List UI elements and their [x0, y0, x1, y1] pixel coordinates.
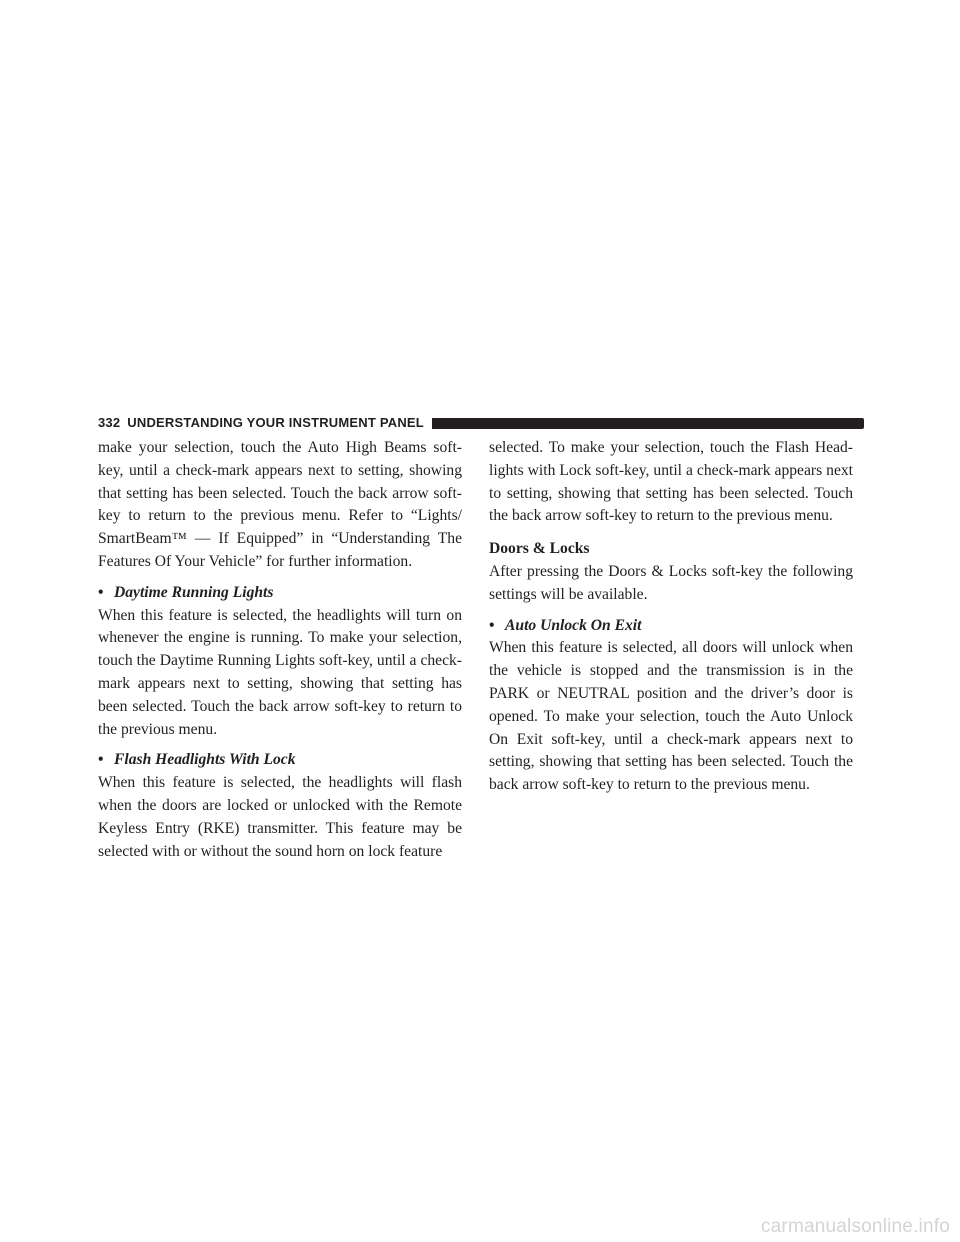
bullet-icon: • [489, 616, 495, 634]
paragraph-auto-high-beams-continued: make your selection, touch the Auto High Beams soft-key, until a check-mark appears next to setting, showing that setting has been selected. Touch the back arrow soft-key to return to the previous menu. Refer to “Lights/ SmartBeam™ — If Equipped” in “Understanding The Features Of Your Vehicle” for further information. [98, 439, 462, 570]
paragraph-flash-headlights-continued: selected. To make your selection, touch the Flash Head-lights with Lock soft-key, until a check-mark appears next to setting, showing that setting has been selected. Touch the back arrow soft-key to return to the previous menu. [489, 439, 853, 525]
bullet-heading-label: Auto Unlock On Exit [505, 616, 642, 634]
section-title: UNDERSTANDING YOUR INSTRUMENT PANEL [127, 415, 424, 430]
header-rule [432, 418, 864, 429]
watermark: carmanualsonline.info [760, 1216, 950, 1237]
paragraph-flash-headlights: When this feature is selected, the headlights will flash when the doors are locked or unlocked with the Remote Keyless Entry (RKE) transmitter. This feature may be selected with or without the sound horn on lock feature [98, 774, 462, 860]
paragraph-doors-locks-intro: After pressing the Doors & Locks soft-key the following settings will be available. [489, 562, 853, 603]
bullet-icon: • [98, 583, 104, 601]
bullet-heading-label: Flash Headlights With Lock [114, 751, 296, 769]
paragraph-auto-unlock: When this feature is selected, all doors will unlock when the vehicle is stopped and the transmission is in the PARK or NEUTRAL position and the driver’s door is opened. To make your selection, touch the Auto Unlock On Exit soft-key, until a check-mark appears next to setting, showing that setting has been selected. Touch the back arrow soft-key to return to the previous menu. [489, 639, 853, 794]
bullet-heading-auto-unlock [489, 615, 853, 638]
bullet-heading-flash-headlights [98, 749, 462, 772]
bullet-icon: • [98, 751, 104, 769]
paragraph-daytime-running-lights: When this feature is selected, the headlights will turn on whenever the engine is running. To make your selection, touch the Daytime Running Lights soft-key, until a check-mark appears next to setting, showing that setting has been selected. Touch the back arrow soft-key to return to the previous menu. [98, 606, 462, 738]
page-header [98, 416, 864, 430]
bullet-heading-label: Daytime Running Lights [114, 583, 274, 601]
section-heading-doors-locks: Doors & Locks [489, 540, 590, 558]
page-number: 332 [98, 415, 121, 430]
right-column [489, 437, 853, 797]
left-column [98, 437, 462, 863]
bullet-heading-daytime-running-lights [98, 582, 462, 605]
